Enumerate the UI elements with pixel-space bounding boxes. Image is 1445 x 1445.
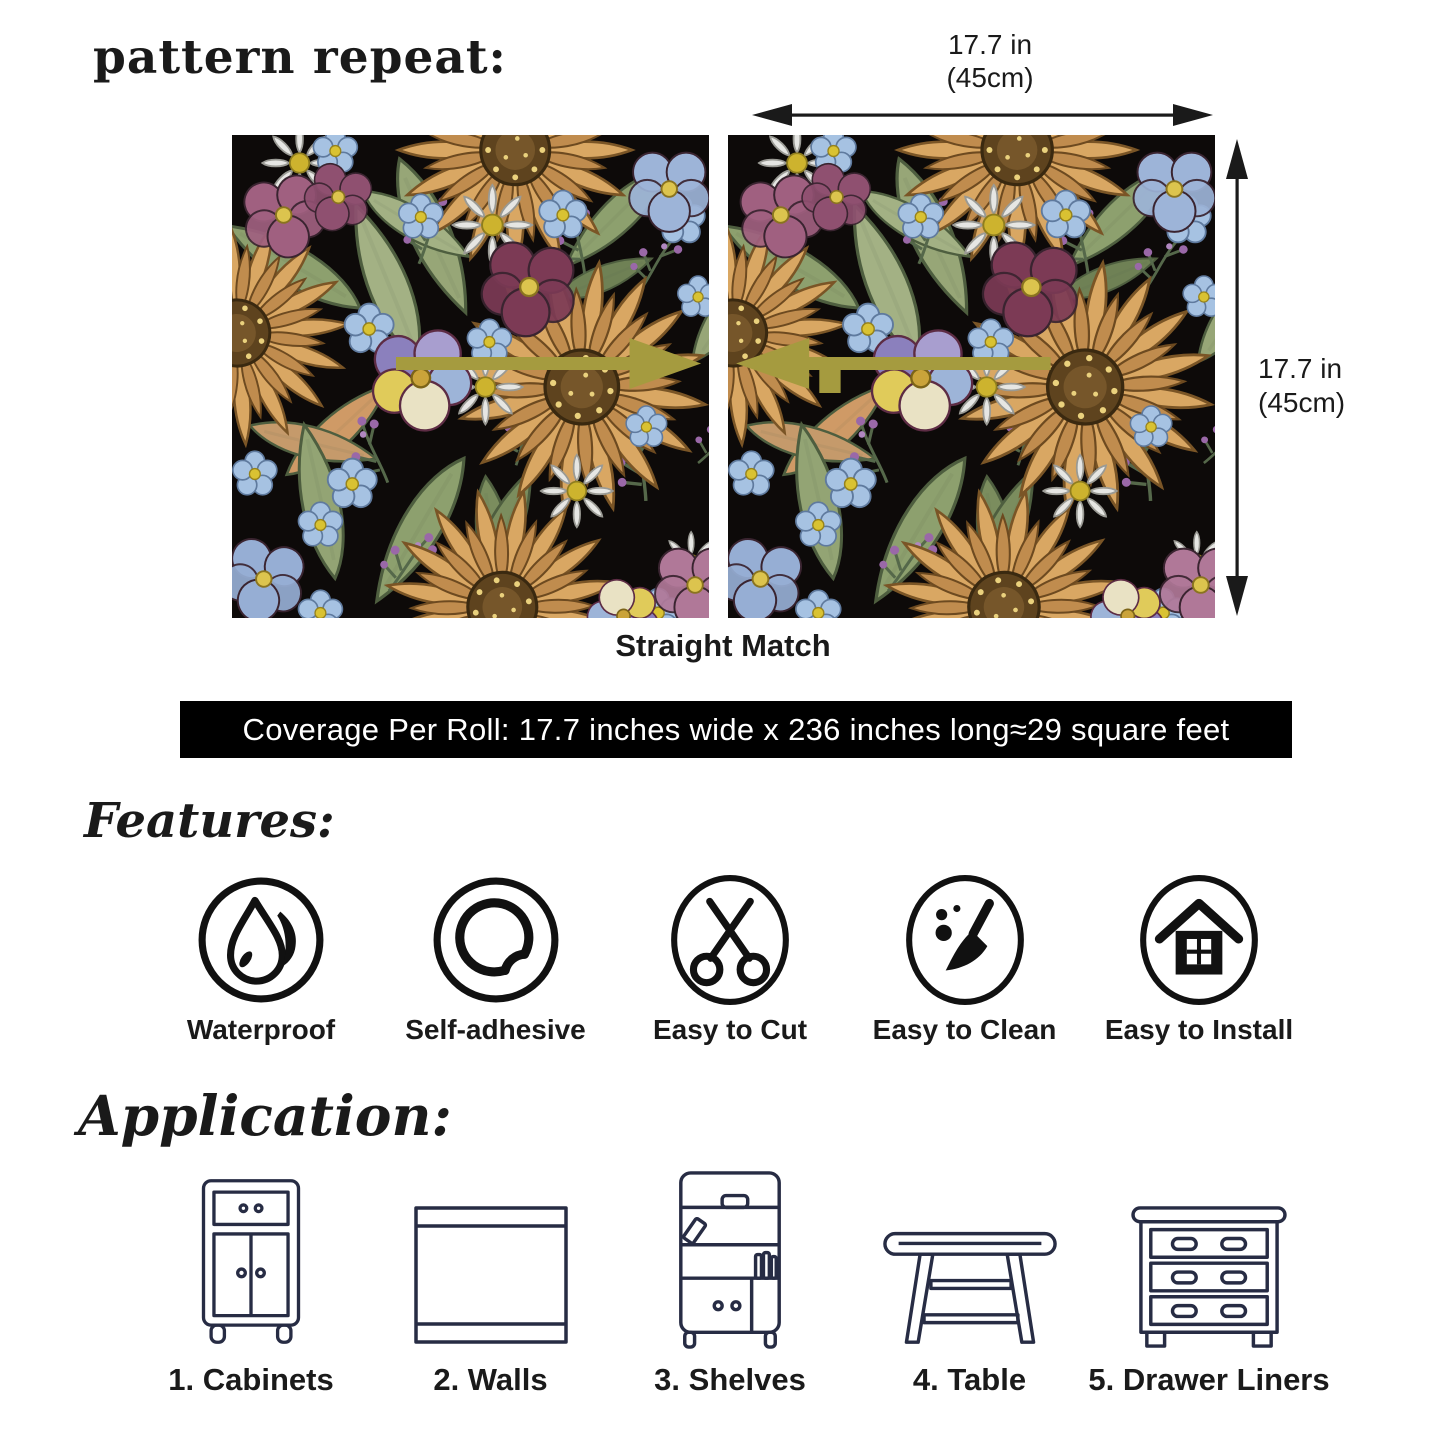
application-label: 5. Drawer Liners — [1088, 1362, 1330, 1397]
broom-icon — [899, 874, 1031, 1006]
features-row — [147, 874, 1313, 1046]
features-title: Features: — [84, 793, 335, 849]
height-arrow-icon — [1222, 137, 1252, 618]
height-dimension-label — [1258, 352, 1408, 420]
application-shelves — [614, 1168, 846, 1398]
application-cabinets — [135, 1168, 367, 1398]
width-metric: (45cm) — [946, 62, 1034, 93]
application-label: 1. Cabinets — [168, 1362, 334, 1397]
feature-easy-cut — [616, 874, 844, 1046]
table-icon — [876, 1168, 1064, 1350]
application-drawer-liners — [1088, 1168, 1330, 1398]
scissors-icon — [664, 874, 796, 1006]
feature-label: Easy to Install — [1104, 1014, 1294, 1045]
dresser-icon — [1125, 1168, 1293, 1350]
pattern-swatch-left — [232, 135, 709, 618]
width-arrow-icon — [750, 100, 1215, 130]
application-label: 3. Shelves — [654, 1362, 806, 1397]
feature-label: Waterproof — [186, 1014, 336, 1045]
feature-label: Easy to Cut — [652, 1014, 808, 1045]
feature-label: Self-adhesive — [405, 1014, 586, 1045]
coverage-bar — [180, 701, 1292, 758]
application-table — [854, 1168, 1086, 1398]
feature-label: Easy to Clean — [872, 1014, 1057, 1045]
house-icon — [1133, 874, 1265, 1006]
feature-easy-install — [1085, 874, 1313, 1046]
wall-icon — [406, 1168, 576, 1350]
cabinet-icon — [175, 1168, 327, 1350]
feature-self-adhesive — [382, 874, 610, 1046]
feature-waterproof — [147, 874, 375, 1046]
height-value: 17.7 in — [1258, 353, 1343, 384]
self-adhesive-icon — [430, 874, 562, 1006]
application-walls — [375, 1168, 607, 1398]
pattern-swatch-right — [728, 135, 1215, 618]
shelf-icon — [661, 1168, 799, 1350]
application-row — [135, 1168, 1330, 1398]
width-value: 17.7 in — [947, 29, 1033, 60]
height-metric: (45cm) — [1258, 387, 1346, 418]
feature-easy-clean — [851, 874, 1079, 1046]
straight-match-caption: Straight Match — [615, 628, 831, 663]
application-label: 2. Walls — [433, 1362, 548, 1397]
width-dimension-label — [850, 28, 1130, 94]
coverage-text: Coverage Per Roll: 17.7 inches wide x 236 inches long≈29 square feet — [242, 711, 1230, 747]
pattern-repeat-title: pattern repeat: — [93, 30, 507, 85]
application-title: Application: — [78, 1083, 452, 1148]
application-label: 4. Table — [912, 1362, 1027, 1397]
waterproof-icon — [195, 874, 327, 1006]
